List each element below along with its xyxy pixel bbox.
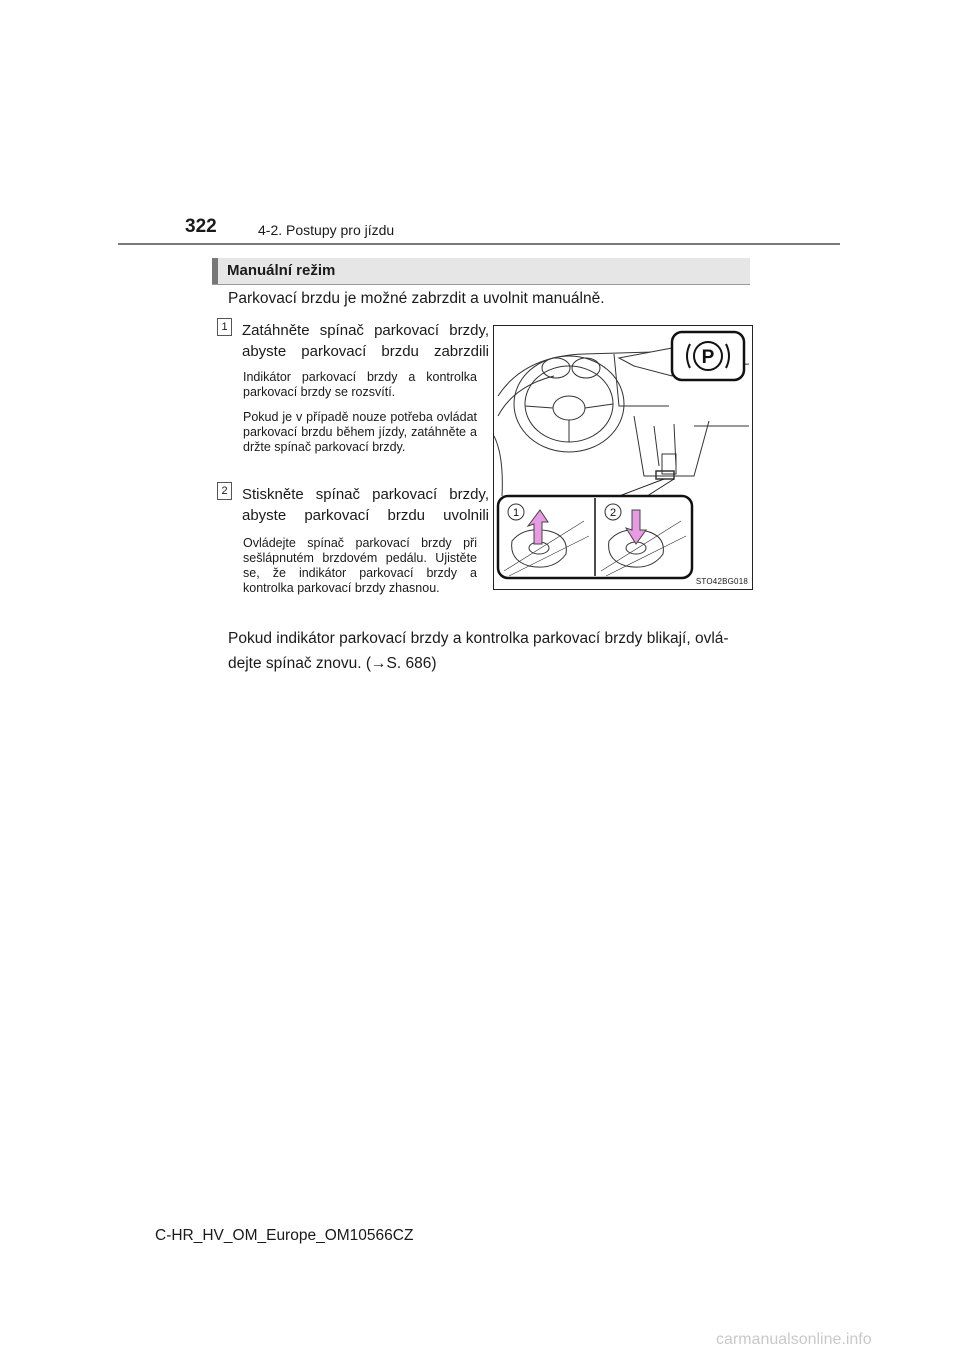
watermark: carmanualsonline.info: [716, 1331, 872, 1348]
step-2-note-1: Ovládejte spínač parkovací brzdy při sešlápnutém brzdovém pedálu. Ujistěte se, že indikátor parkovací brzdy a kontrolka parkovací brzdy zhasnou.: [243, 536, 477, 595]
step-1-number: 1: [217, 318, 232, 336]
p-symbol-text: P: [701, 347, 715, 368]
step-2-number: 2: [217, 482, 232, 500]
footer-document-id: C-HR_HV_OM_Europe_OM10566CZ: [155, 1227, 414, 1244]
p-switch-callout: [619, 332, 744, 380]
closing-line-2: dejte spínač znovu. (→S. 686): [228, 655, 437, 672]
brake-switch-location: [656, 471, 674, 479]
step-1-title-line2: abyste parkovací brzdu zabrzdili: [242, 343, 489, 360]
callout-1-label: 1: [512, 507, 520, 519]
step-1-note-1: Indikátor parkovací brzdy a kontrolka parkovací brzdy se rozsvítí.: [243, 370, 477, 399]
step-2-title-line2: abyste parkovací brzdu uvolnili: [242, 507, 489, 524]
step-1-title: [242, 320, 489, 362]
section-heading-bar: [212, 258, 218, 284]
intro-text: Parkovací brzdu je možné zabrzdit a uvolnit manuálně.: [228, 290, 605, 307]
section-heading: Manuální režim: [227, 262, 336, 279]
step-2-title-line1: Stiskněte spínač parkovací brzdy,: [242, 486, 489, 503]
closing-text: [228, 626, 758, 676]
parking-brake-illustration: [493, 325, 753, 590]
step-2-title: [242, 484, 489, 526]
page-number: 322: [185, 216, 217, 237]
steering-hub: [553, 396, 585, 420]
step-1-title-line1: Zatáhněte spínač parkovací brzdy,: [242, 322, 489, 339]
header-rule: [118, 243, 840, 245]
section-title: 4-2. Postupy pro jízdu: [258, 222, 395, 238]
center-console: [634, 416, 709, 476]
callout-2-label: 2: [609, 507, 617, 519]
section-heading-box: [212, 258, 750, 285]
step-1-note-2: Pokud je v případě nouze potřeba ovládat parkovací brzdu během jízdy, zatáhněte a držte spínač parkovací brzdy.: [243, 410, 477, 454]
figure-code: STO42BG018: [695, 577, 748, 586]
closing-line-1: Pokud indikátor parkovací brzdy a kontrolka parkovací brzdy blikají, ovlá-: [228, 630, 729, 647]
illustration-drawing: [494, 326, 752, 589]
